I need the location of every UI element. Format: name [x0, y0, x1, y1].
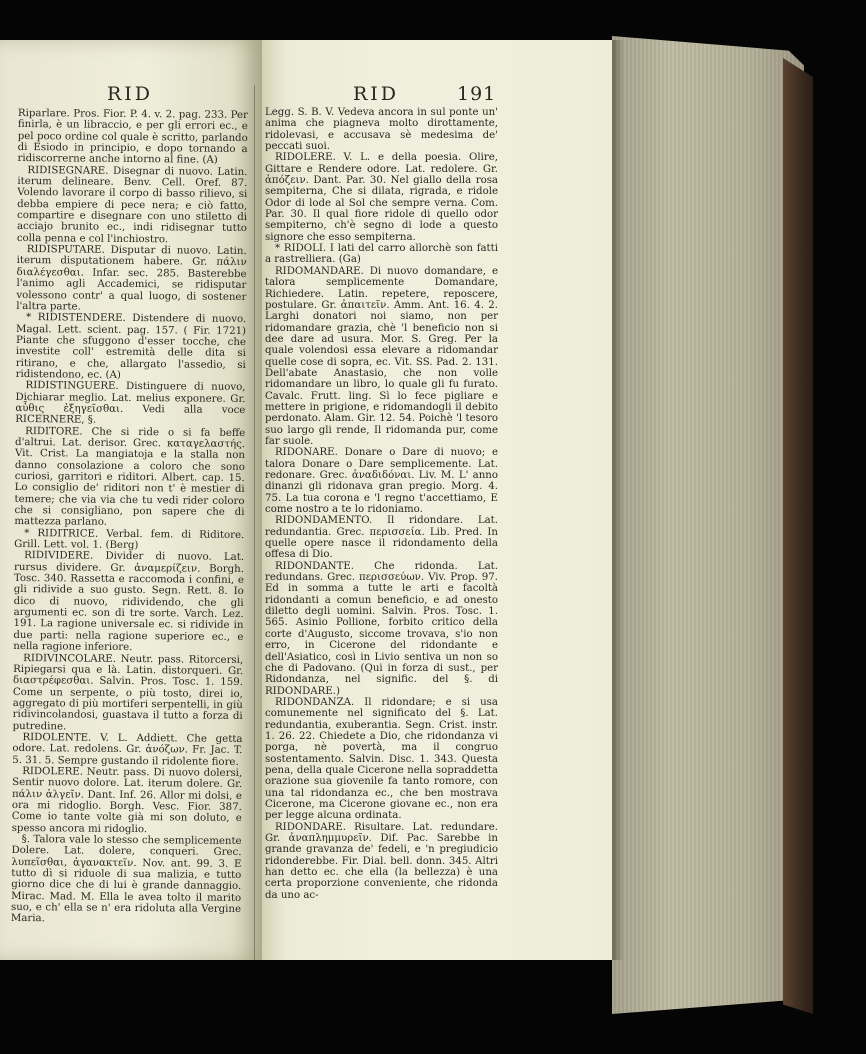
entry-paragraph: RIDOLENTE. V. L. Addiett. Che getta odore. Lat. redolens. Gr. ἀνόζων. Fr. Jac. T. 5. 31. 5. Sempre gustando il ridolente fiore. [12, 731, 243, 768]
entry-paragraph: RIDISEGNARE. Disegnar di nuovo. Latin. iterum delineare. Benv. Cell. Oref. 87. Volendo lavorare il corpo di basso rilievo, si debba empiere di pece nera; e ciò fatto, compartire e disegnare con uno stiletto di acciajo brunito ec., indi ridisegnar tutto colla penna e col l'inchiostro. [16, 164, 248, 246]
entry-paragraph: * RIDITRICE. Verbal. fem. di Riditore. Grill. Lett. vol. 1. (Berg) [14, 527, 245, 552]
entry-paragraph: RIDITORE. Che si ride o si fa beffe d'altrui. Lat. derisor. Grec. καταγελαστής. Vit. Crist. La mangiatoja e la stalla non danno consolazione a coloro che sono curiosi, garritori e riditori. Albert. cap. 15. Lo consiglio de' riditori non t' è mestier di temere; che via via che tu vedi rider coloro che si consigliano, pon sapere che di mattezza parlano. [14, 425, 246, 529]
gutter-shadow [612, 40, 624, 960]
entry-paragraph: RIDONDARE. Risultare. Lat. redundare. Gr. ἀναπλημμυρεῖν. Dif. Pac. Sarebbe in grande gravanza de' fedeli, e 'n pregiudicio ridonderebbe. Fir. Dial. bell. donn. 345. Altri han detto ec. che ella (la bellezza) è una certa proporzione conveniente, che ridonda da uno ac- [265, 821, 498, 901]
left-running-head: RID [107, 83, 154, 105]
entry-paragraph: RIDONARE. Donare o Dare di nuovo; e talora Donare o Dare semplicemente. Lat. redonare. Grec. ἀναδιδόναι. Liv. M. L' anno dinanzi gli ridonava gran pregio. Morg. 4. 75. La tua corona e 'l regno t'accettiamo, E come nostro a te lo ridoniamo. [265, 447, 498, 516]
entry-paragraph: §. Talora vale lo stesso che semplicemente Dolere. Lat. dolere, conqueri. Grec. λυπεῖσθαι, ἀγανακτεῖν. Nov. ant. 99. 3. E tutto dì si riduole di sua malizia, e tutto giorno dice che di lui è grande dannaggio. Mirac. Mad. M. Ella le avea tolto il marito suo, e ch' ella se n' era ridoluta alla Vergine Maria. [10, 834, 242, 925]
page-gutter [254, 85, 255, 960]
entry-paragraph: RIDOLERE. V. L. e della poesia. Olire, Gittare e Rendere odore. Lat. redolere. Gr. ἀπόζειν. Dant. Par. 30. Nel giallo della rosa sempiterna, Che si dilata, rigrada, e ridole Odor di lode al Sol che sempre verna. Com. Par. 30. Il qual fiore ridole di quello odor sempiterno, ch'è segno di lode a questo signore che esso sempiterna. [265, 152, 498, 243]
entry-paragraph: RIDOMANDARE. Di nuovo domandare, e talora semplicemente Domandare, Richiedere. Latin. repetere, reposcere, postulare. Gr. ἀπαιτεῖν. Amm. Ant. 16. 4. 2. Larghi donatori noi siamo, non per ridomandare grazia, chè 'l beneficio non si dee dare ad usura. Mor. S. Greg. Per la quale volendosi essa elevare a ridomandar quelle cose di sopra, ec. Vit. SS. Pad. 2. 131. Dell'abate Anastasio, che non volle ridomandare un libro, lo quale gli fu furato. Cavalc. Frutt. ling. Sì lo fece pigliare e mettere in prigione, e ridomandogli il debito perdonato. Alam. Gir. 12. 54. Poichè 'l tesoro suo largo gli rende, Il ridomanda pur, come far suole. [265, 265, 498, 447]
entry-paragraph: * RIDOLI. I lati del carro allorchè son fatti a rastrelliera. (Ga) [265, 243, 498, 266]
right-text-column [265, 107, 498, 927]
page-edges [612, 36, 804, 1014]
entry-paragraph: RIDIVIDERE. Divider di nuovo. Lat. rursus dividere. Gr. ἀναμερίζειν. Borgh. Tosc. 340. Rassetta e raccomoda i confini, e gli ridivide a suo gusto. Segn. Rett. 8. Io dico di nuovo, ridividendo, che gli argumenti ec. son di tre sorte. Varch. Lez. 191. La ragione universale ec. si ridivide in due parti: nella ragione superiore ec., e nella ragione inferiore. [13, 550, 245, 654]
entry-paragraph: Legg. S. B. V. Vedeva ancora in sul ponte un' anima che piagneva molto dirottamente, ridolevasi, e accusava sè medesima de' peccati suoi. [265, 107, 498, 153]
entry-paragraph: RIDISTINGUERE. Distinguere di nuovo, Dichiarar meglio. Lat. melius exponere. Gr. αὖθις ἐξηγεῖσθαι. Vedi alla voce RICERNERE, §. [15, 380, 246, 426]
entry-paragraph: RIDOLERE. Neutr. pass. Di nuovo dolersi, Sentir nuovo dolore. Lat. iterum dolere. Gr. πάλιν ἀλγεῖν. Dant. Inf. 26. Allor mi dolsi, e ora mi ridoglio. Borgh. Vesc. Fior. 387. Come io tante volte già mi son doluto, e spesso ancora mi ridoglio. [11, 765, 243, 835]
entry-paragraph: RIDONDAMENTO. Il ridondare. Lat. redundantia. Grec. περισσεία. Lib. Pred. In quelle opere nasce il ridondamento della offesa di Dio. [265, 515, 498, 561]
entry-paragraph: RIDISPUTARE. Disputar di nuovo. Latin. iterum disputationem habere. Gr. πάλιν διαλέγεσθαι. Infar. sec. 285. Basterebbe l'animo agli Accademici, se ridisputar volessono contr' a qual luogo, di sostener l'altra parte. [16, 244, 247, 313]
book-cover-edge [783, 58, 813, 1014]
entry-paragraph: RIDONDANZA. Il ridondare; e si usa comunemente nel significato del §. Lat. redundantia, exuberantia. Segn. Crist. instr. 1. 26. 22. Chiedete a Dio, che ridondanza vi porga, nè povertà, ma il congruo sostentamento. Salvin. Disc. 1. 343. Questa pena, della quale Cicerone nella sopraddetta orazione sua giovenile fa tanto romore, con una tal ridondanza ec., che ben mostrava Cicerone, ma Cicerone giovane ec., non era per legge alcuna ordinata. [265, 696, 498, 822]
entry-paragraph: RIDONDANTE. Che ridonda. Lat. redundans. Grec. περισσεύων. Viv. Prop. 97. Ed in somma a tutte le arti e facoltà ridondanti a comun beneficio, e ad onesto diletto degli uomini. Salvin. Pros. Tosc. 1. 565. Asinio Pollione, forbito critico della corte d'Augusto, siccome trovava, s'io non erro, in Cicerone del ridondante e dell'Asiatico, così in Livio sentiva un non so che di Padovano. (Qui in forza di sust., per Ridondanza, nel signific. del §. di RIDONDARE.) [265, 560, 498, 697]
entry-paragraph: RIDIVINCOLARE. Neutr. pass. Ritorcersi, Ripiegarsi qua e là. Latin. distorqueri. Gr. διαστρέφεσθαι. Salvin. Pros. Tosc. 1. 159. Come un serpente, o più tosto, direi io, aggregato di più mortiferi serpentelli, in giù ridivincolandosi, guastava il tutto a forza di putredine. [12, 652, 244, 733]
page-number: 191 [457, 83, 497, 105]
entry-paragraph: Riparlare. Pros. Fior. P. 4. v. 2. pag. 233. Per finirla, è un libraccio, e per gli errori ec., e pel poco ordine col quale è scritto, parlando di Esiodo in principio, e dopo tornando a ridiscorrerne anche intorno al fine. (A) [17, 108, 248, 167]
left-text-column [11, 108, 248, 960]
entry-paragraph: * RIDISTENDERE. Distendere di nuovo. Magal. Lett. scient. pag. 157. ( Fir. 1721) Piante che sfuggono d'esser tocche, che investite coll' estremità delle dita si ritirano, e che, allargato l'assedio, si ridistendono, ec. (A) [15, 312, 247, 381]
right-running-head: RID [353, 83, 400, 105]
